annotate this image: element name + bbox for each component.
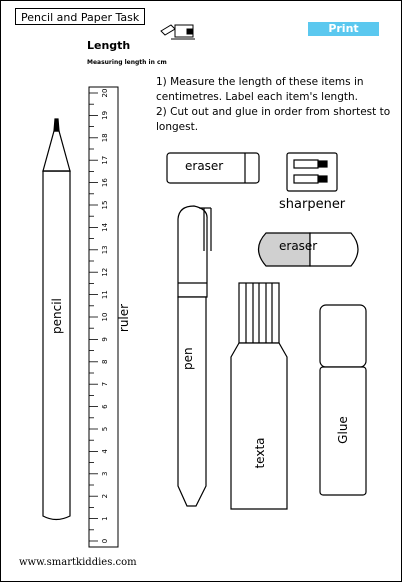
ruler-tick-label: 3 (101, 471, 109, 477)
glue-label: Glue (336, 416, 350, 444)
instruction-1: 1) Measure the length of these items in centimetres. Label each item's length. (156, 76, 364, 103)
instruction-2: 2) Cut out and glue in order from shortest to longest. (156, 106, 391, 133)
page-title: Pencil and Paper Task (15, 8, 145, 25)
print-button[interactable]: Print (308, 22, 379, 36)
ruler-tick-label: 19 (101, 110, 109, 120)
texta-drawing (231, 283, 287, 509)
item-drawings (1, 1, 402, 583)
ruler-tick-label: 8 (101, 359, 109, 365)
ruler-tick-label: 12 (101, 267, 109, 277)
ruler-tick-label: 17 (101, 155, 109, 165)
ruler-tick-label: 7 (101, 381, 109, 387)
eraser-large-label: eraser (279, 239, 318, 253)
ruler-tick-label: 10 (101, 312, 109, 322)
ruler-tick-label: 16 (101, 178, 109, 188)
glue-drawing (320, 305, 366, 495)
ruler-tick-label: 5 (101, 426, 109, 432)
worksheet-heading: Length (87, 39, 131, 52)
ruler-tick-label: 0 (101, 538, 109, 544)
ruler-tick-label: 1 (101, 516, 109, 521)
ruler-tick-label: 4 (101, 449, 109, 454)
ruler-tick-label: 13 (101, 245, 109, 255)
texta-label: texta (253, 437, 267, 469)
eraser-small-label: eraser (185, 159, 224, 173)
worksheet-subheading: Measuring length in cm (87, 59, 167, 66)
ruler-tick-label: 18 (101, 133, 109, 143)
ruler-tick-label: 15 (101, 200, 109, 210)
ruler-tick-label: 14 (101, 222, 109, 232)
sharpener-drawing (287, 153, 337, 191)
pencil-label: pencil (50, 298, 64, 334)
ruler-label: ruler (117, 303, 131, 333)
ruler-tick-label: 11 (101, 290, 109, 300)
ruler-tick-label: 6 (101, 404, 109, 409)
website-footer: www.smartkiddies.com (19, 557, 137, 568)
pen-label: pen (181, 347, 195, 370)
ruler-tick-label: 20 (101, 88, 109, 98)
ruler-tick-label: 2 (101, 493, 109, 499)
sharpener-label: sharpener (279, 197, 346, 212)
ruler-tick-label: 9 (101, 337, 109, 342)
